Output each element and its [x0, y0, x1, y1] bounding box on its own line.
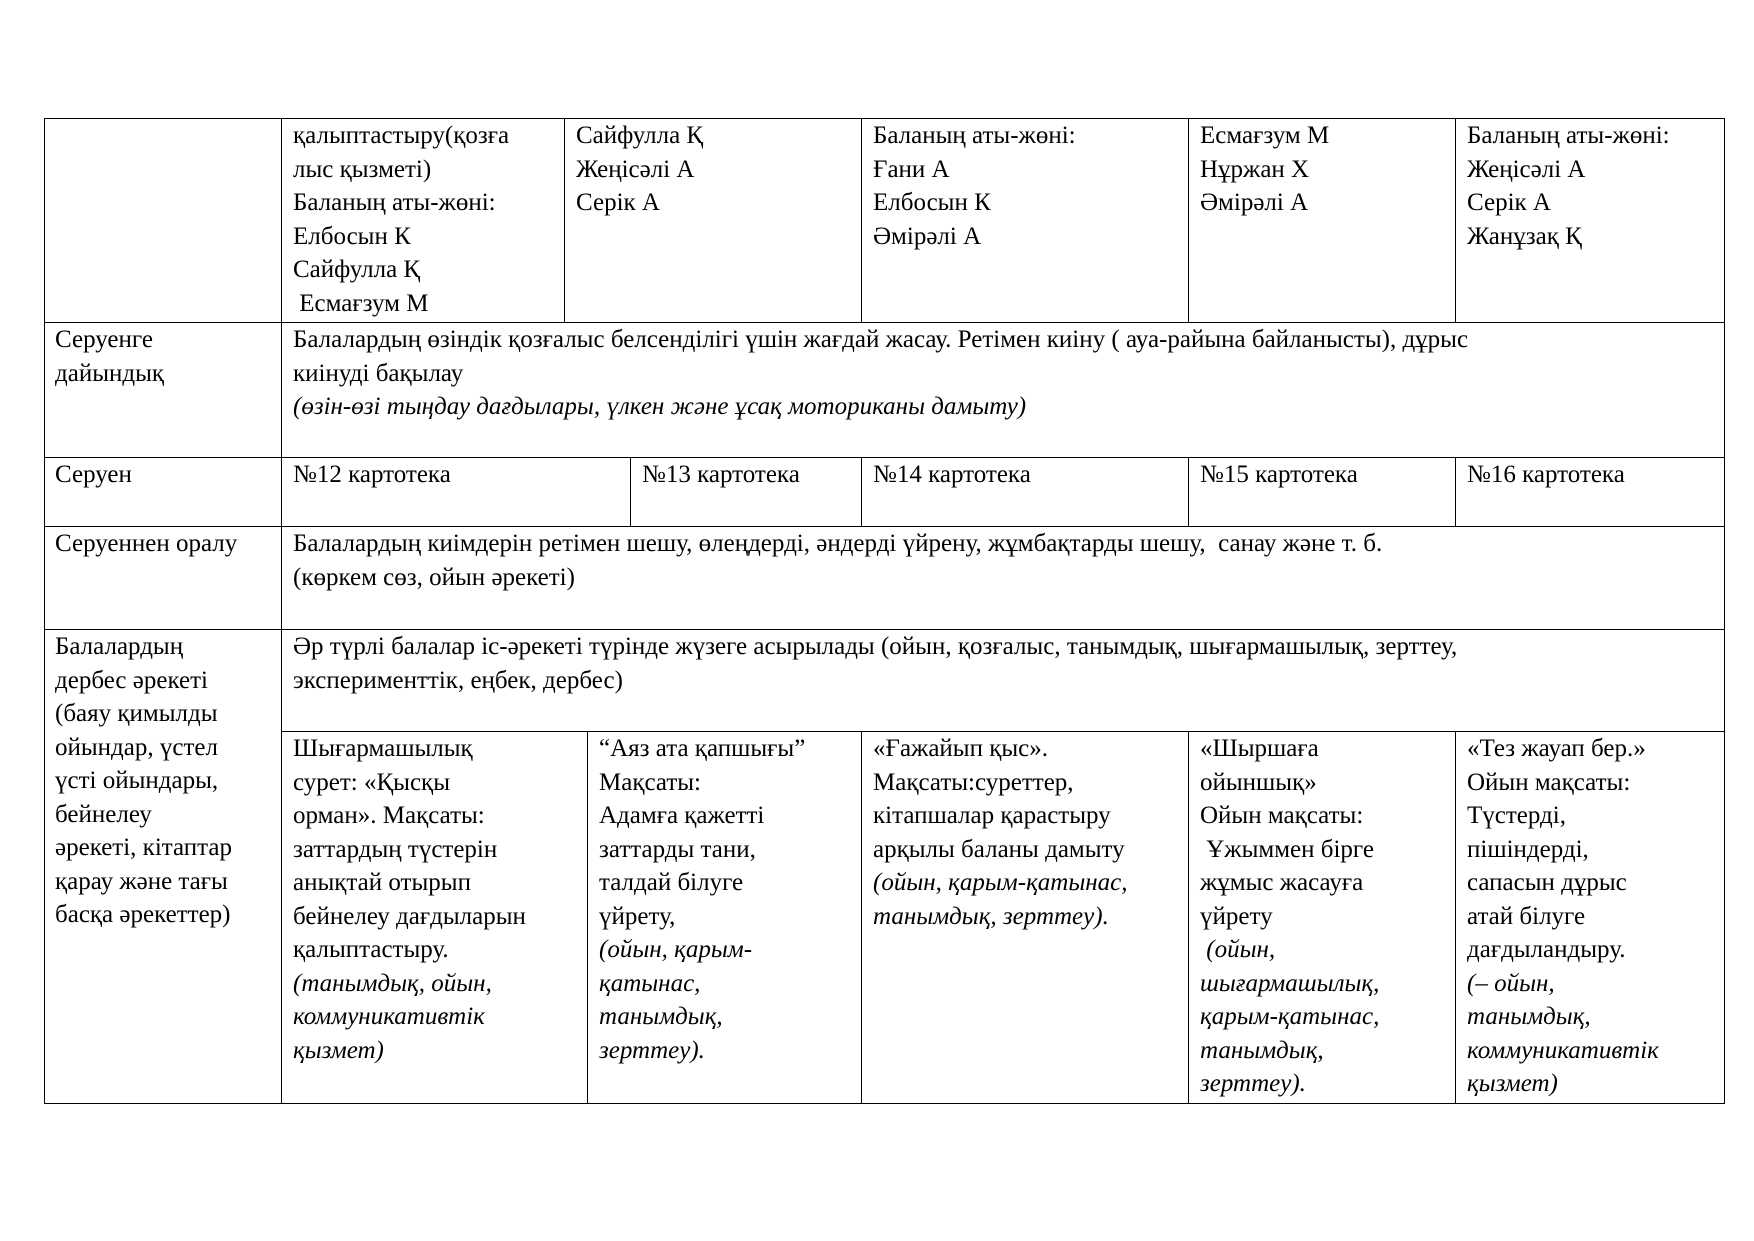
activity-type-note: (танымдық, ойын, — [293, 969, 492, 997]
child-name: Әмірәлі А — [873, 222, 982, 250]
text-line: заттардың түстерін — [293, 835, 498, 863]
row-return-content — [282, 526, 1724, 629]
text-line: дағдыландыру. — [1467, 936, 1626, 963]
label-line: басқа әрекеттер) — [55, 901, 231, 928]
text-line: қалыптастыру. — [293, 936, 449, 963]
child-name: Елбосын К — [873, 189, 991, 216]
walk-card-4 — [1189, 457, 1455, 526]
label-line: бейнелеу — [55, 800, 152, 828]
child-name: Есмағзум М — [1200, 122, 1330, 149]
card-label: №12 картотека — [293, 461, 451, 488]
row-top-empty-label — [44, 118, 281, 322]
row-top-col4 — [1189, 118, 1455, 322]
text-line: Баланың аты-жөні: — [873, 122, 1076, 149]
child-name: Ғани А — [873, 155, 950, 183]
activity-type-note: (ойын, қарым- — [599, 936, 753, 963]
child-name: Серік А — [1467, 189, 1551, 216]
walk-card-2 — [631, 457, 861, 526]
text-line: пішіндерді, — [1467, 835, 1589, 863]
label-line: Балалардың — [55, 633, 184, 660]
text-line: Түстерді, — [1467, 802, 1566, 829]
activity-type-note: қарым-қатынас, — [1200, 1003, 1380, 1030]
text-line: жұмыс жасауға — [1200, 869, 1364, 896]
text-line: (көркем сөз, ойын әрекеті) — [293, 563, 575, 591]
text-line: қалыптастыру(қозға — [293, 122, 510, 149]
card-label: №15 картотека — [1200, 461, 1358, 488]
label-line: Серуеннен оралу — [55, 530, 238, 557]
text-line: Ойын мақсаты: — [1200, 802, 1364, 829]
text-line: сурет: «Қысқы — [293, 768, 450, 796]
text-line: «Ғажайып қыс». — [873, 735, 1049, 762]
activity-type-note: (– ойын, — [1467, 969, 1555, 997]
text-line: Ойын мақсаты: — [1467, 768, 1631, 796]
row-prep-content — [282, 322, 1724, 457]
text-line: “Аяз ата қапшығы” — [599, 735, 806, 762]
row-activity-label — [44, 629, 281, 1103]
text-line: ойыншық» — [1200, 768, 1317, 796]
activity-type-note: танымдық, зерттеу). — [873, 902, 1109, 930]
label-line: қарау және тағы — [55, 867, 228, 895]
label-line: дайындық — [55, 359, 165, 387]
text-line: үйрету — [1200, 902, 1273, 930]
activity-col1 — [282, 731, 587, 1103]
walk-card-5 — [1456, 457, 1724, 526]
text-line: Ұжыммен бірге — [1200, 835, 1374, 863]
activity-col4 — [1189, 731, 1455, 1103]
activity-type-note: қызмет) — [1467, 1070, 1558, 1097]
label-line: үсті ойындары, — [55, 767, 219, 794]
child-name: Есмағзум М — [293, 289, 429, 317]
activity-type-note: қатынас, — [599, 969, 701, 997]
label-line: (баяу қимылды — [55, 700, 218, 727]
activity-type-note: қызмет) — [293, 1036, 384, 1064]
activity-type-note: танымдық, — [1467, 1003, 1591, 1030]
text-line: Мақсаты:суреттер, — [873, 768, 1074, 796]
row-top-col1 — [282, 118, 564, 322]
text-line: Мақсаты: — [599, 768, 701, 796]
activity-col5 — [1456, 731, 1724, 1103]
skills-note: (өзін-өзі тыңдау дағдылары, үлкен және ұсақ моториканы дамыту) — [293, 393, 1027, 420]
label-line: Серуен — [55, 461, 132, 488]
text-line: лыс қызметі) — [293, 155, 432, 183]
activity-type-note: танымдық, — [1200, 1036, 1324, 1064]
child-name: Серік А — [576, 189, 660, 216]
text-line: «Шыршаға — [1200, 735, 1319, 762]
child-name: Әмірәлі А — [1200, 189, 1309, 216]
row-walk-label — [44, 457, 281, 526]
text-line: кітапшалар қарастыру — [873, 802, 1111, 829]
text-line: Балалардың өзіндік қозғалыс белсенділігі үшін жағдай жасау. Ретімен киіну ( ауа-райына байланысты), дұрыс — [293, 326, 1469, 353]
activity-type-note: (ойын, қарым-қатынас, — [873, 869, 1128, 896]
child-name: Сайфулла Қ — [576, 122, 704, 149]
text-line: анықтай отырып — [293, 869, 471, 896]
label-line: әрекеті, кітаптар — [55, 834, 232, 861]
text-line: талдай білуге — [599, 869, 744, 896]
card-label: №14 картотека — [873, 461, 1031, 488]
activity-type-note: зерттеу). — [1200, 1070, 1306, 1097]
child-name: Жеңісәлі А — [576, 155, 695, 183]
border-bottom — [44, 1103, 1725, 1104]
text-line: Әр түрлі балалар іс-әрекеті түрінде жүзеге асырылады (ойын, қозғалыс, танымдық, шығармашылық, зерттеу, — [293, 633, 1458, 660]
text-line: «Тез жауап бер.» — [1467, 735, 1646, 762]
text-line: киінуді бақылау — [293, 359, 464, 387]
text-line: орман». Мақсаты: — [293, 802, 485, 829]
label-line: Серуенге — [55, 326, 153, 353]
activity-type-note: коммуникативтік — [1467, 1036, 1659, 1064]
walk-card-3 — [862, 457, 1188, 526]
text-line: Балалардың киімдерін ретімен шешу, өлеңдерді, әндерді үйрену, жұмбақтарды шешу, санау және т. б. — [293, 530, 1383, 557]
activity-type-note: коммуникативтік — [293, 1003, 485, 1030]
activity-col2 — [588, 731, 861, 1103]
card-label: №13 картотека — [642, 461, 800, 488]
text-line: Баланың аты-жөні: — [293, 189, 496, 216]
row-prep-label — [44, 322, 281, 457]
child-name: Нұржан Х — [1200, 155, 1310, 183]
child-name: Сайфулла Қ — [293, 256, 421, 283]
activity-type-note: (ойын, — [1200, 936, 1276, 963]
row-activity-general — [282, 629, 1724, 731]
child-name: Елбосын К — [293, 222, 411, 250]
label-line: ойындар, үстел — [55, 733, 218, 761]
activity-type-note: шығармашылық, — [1200, 969, 1380, 997]
activity-type-note: зерттеу). — [599, 1036, 705, 1064]
text-line: заттарды тани, — [599, 835, 756, 863]
text-line: бейнелеу дағдыларын — [293, 902, 526, 930]
border-right — [1724, 118, 1725, 1104]
text-line: атай білуге — [1467, 902, 1586, 930]
text-line: арқылы баланы дамыту — [873, 835, 1125, 863]
row-top-col3 — [862, 118, 1188, 322]
walk-card-1 — [282, 457, 630, 526]
row-top-col5 — [1456, 118, 1724, 322]
child-name: Жанұзақ Қ — [1467, 222, 1582, 250]
text-line: Баланың аты-жөні: — [1467, 122, 1670, 149]
activity-type-note: танымдық, — [599, 1003, 723, 1030]
text-line: үйрету, — [599, 902, 676, 930]
text-line: Адамға қажетті — [599, 802, 765, 829]
row-top-col2 — [565, 118, 861, 322]
child-name: Жеңісәлі А — [1467, 155, 1586, 183]
text-line: сапасын дұрыс — [1467, 869, 1627, 896]
text-line: Шығармашылық — [293, 735, 473, 762]
row-return-label — [44, 526, 281, 629]
card-label: №16 картотека — [1467, 461, 1625, 488]
label-line: дербес әрекеті — [55, 666, 208, 694]
activity-col3 — [862, 731, 1188, 1103]
text-line: эксперименттік, еңбек, дербес) — [293, 666, 623, 694]
